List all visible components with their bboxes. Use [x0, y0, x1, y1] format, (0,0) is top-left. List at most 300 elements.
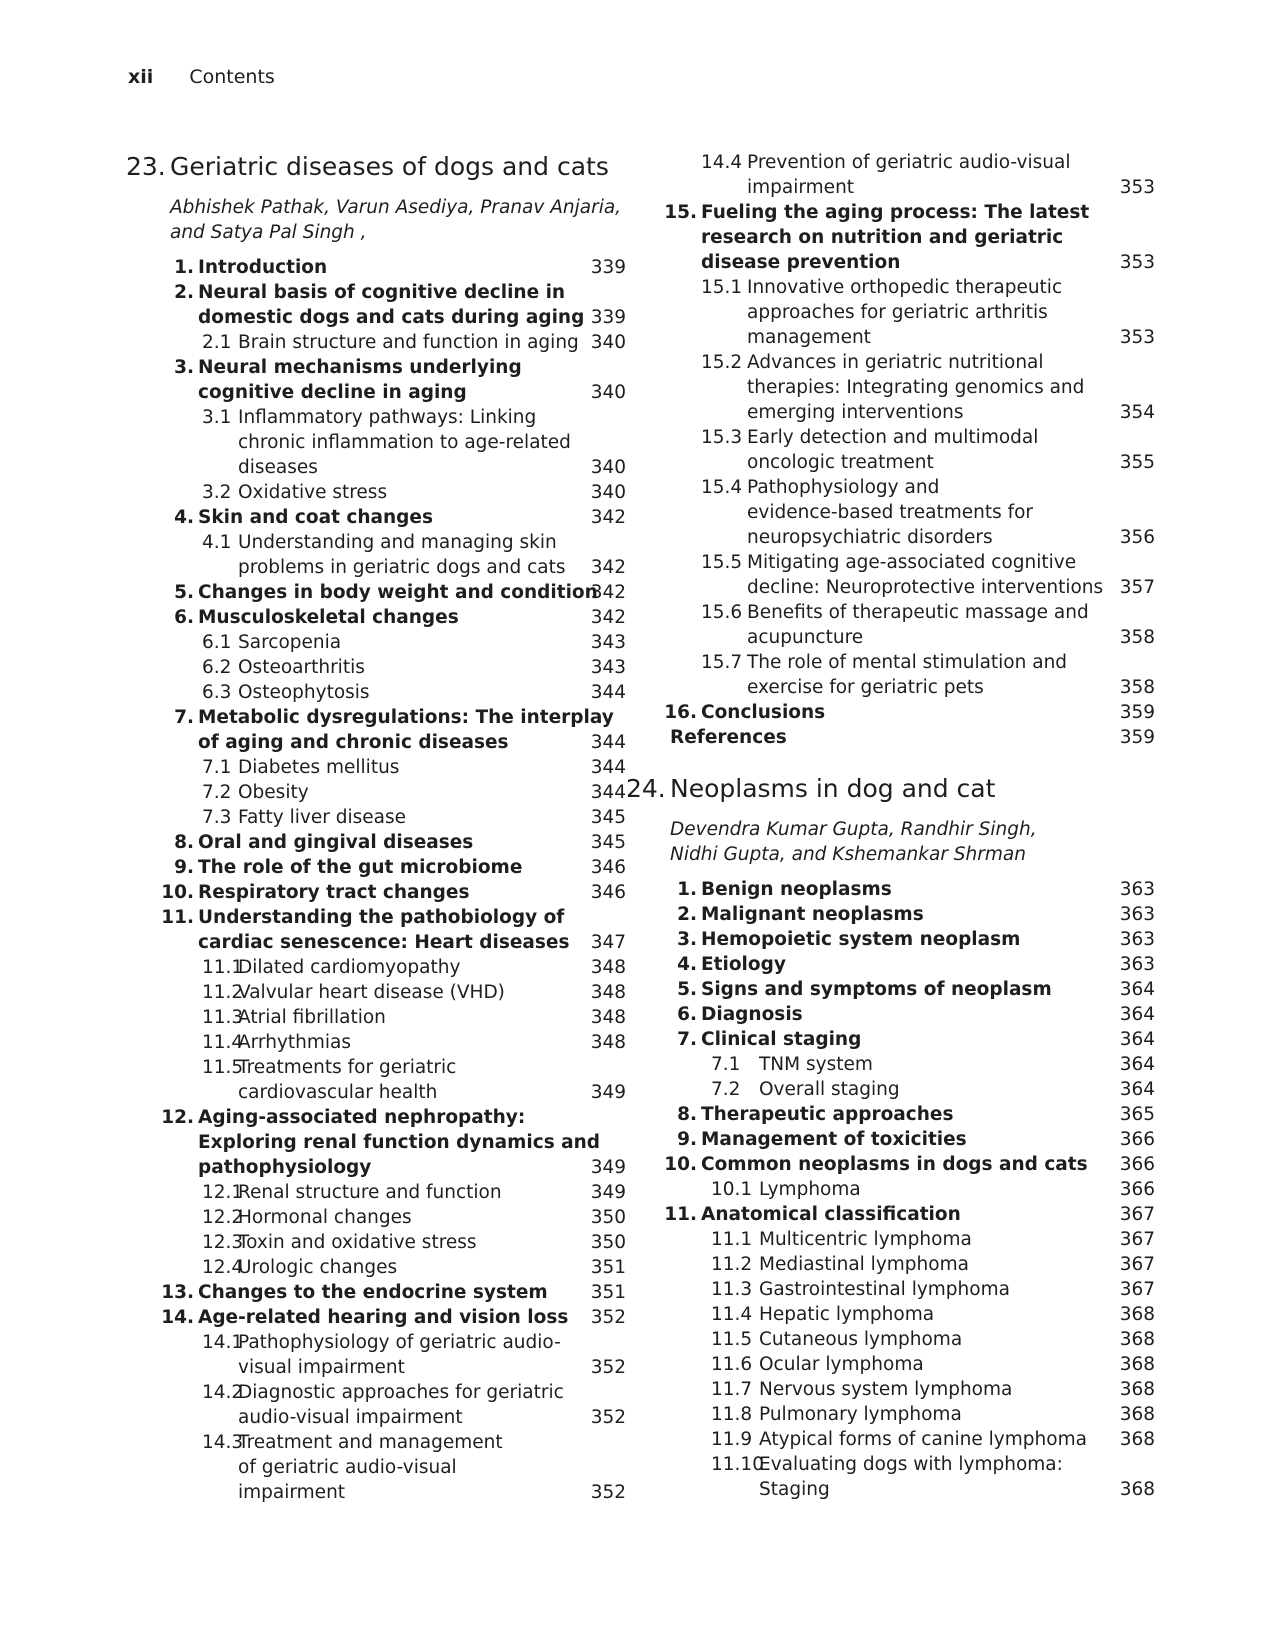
toc-entry-number: 6. — [677, 1004, 697, 1025]
toc-entry — [655, 475, 1155, 550]
toc-entry-page: 339 — [590, 307, 626, 328]
toc-entry — [126, 580, 626, 605]
toc-entry-title: Staging — [759, 1479, 830, 1500]
toc-entry — [655, 902, 1155, 927]
toc-entry — [655, 1227, 1155, 1252]
toc-entry-page: 340 — [590, 482, 626, 503]
toc-entry-title: impairment — [238, 1482, 346, 1503]
toc-entry-number: 11.10 — [711, 1454, 764, 1475]
toc-entry-page: 363 — [1119, 929, 1155, 950]
toc-entry — [126, 980, 626, 1005]
toc-entry-title: Overall staging — [759, 1079, 900, 1100]
toc-entry — [655, 1177, 1155, 1202]
toc-entry-number: 3. — [677, 929, 697, 950]
toc-entry-page: 368 — [1119, 1404, 1155, 1425]
toc-entry-page: 350 — [590, 1207, 626, 1228]
toc-entry — [655, 1402, 1155, 1427]
toc-entry-title: Pathophysiology and — [747, 477, 940, 498]
toc-entry-title: audio-visual impairment — [238, 1407, 463, 1428]
toc-entry-page: 355 — [1119, 452, 1155, 473]
toc-entry-page: 349 — [590, 1182, 626, 1203]
toc-entry — [655, 425, 1155, 475]
toc-entry-number: 5. — [174, 582, 194, 603]
toc-entry-title: Atypical forms of canine lymphoma — [759, 1429, 1087, 1450]
toc-entry — [126, 1380, 626, 1430]
toc-entry-title: Signs and symptoms of neoplasm — [701, 979, 1052, 1000]
toc-entry-page: 352 — [590, 1407, 626, 1428]
toc-entry — [126, 1230, 626, 1255]
toc-entry-number: 11. — [161, 907, 194, 928]
toc-entry-title: diseases — [238, 457, 318, 478]
toc-entry-page: 363 — [1119, 954, 1155, 975]
toc-list-continued — [655, 150, 1155, 750]
toc-entry-number: 6.3 — [202, 682, 232, 703]
toc-entry-number: 3.1 — [202, 407, 232, 428]
toc-entry-title: Hemopoietic system neoplasm — [701, 929, 1021, 950]
toc-entry-page: 353 — [1119, 252, 1155, 273]
toc-entry — [655, 600, 1155, 650]
toc-entry-number: 11.9 — [711, 1429, 753, 1450]
toc-entry-number: 15.2 — [701, 352, 743, 373]
toc-entry — [126, 755, 626, 780]
toc-entry — [126, 1280, 626, 1305]
toc-entry-title: Understanding the pathobiology of — [198, 907, 565, 928]
toc-entry-title: The role of the gut microbiome — [198, 857, 523, 878]
toc-entry-page: 353 — [1119, 177, 1155, 198]
toc-entry-page: 346 — [590, 882, 626, 903]
toc-entry-title: Oxidative stress — [238, 482, 388, 503]
toc-entry — [655, 350, 1155, 425]
toc-entry-page: 353 — [1119, 327, 1155, 348]
toc-entry-number: 3.2 — [202, 482, 232, 503]
toc-entry — [126, 780, 626, 805]
toc-entry-title: TNM system — [759, 1054, 873, 1075]
toc-entry-title: Changes in body weight and condition — [198, 582, 598, 603]
toc-entry-title: cardiovascular health — [238, 1082, 438, 1103]
toc-entry-title: Prevention of geriatric audio-visual — [747, 152, 1071, 173]
toc-entry-page: 368 — [1119, 1429, 1155, 1450]
toc-entry-number: 7.2 — [711, 1079, 741, 1100]
toc-entry-title: Introduction — [198, 257, 328, 278]
toc-entry-number: 11.1 — [711, 1229, 753, 1250]
toc-entry — [126, 355, 626, 405]
toc-entry-number: 14.2 — [202, 1382, 244, 1403]
toc-entry-title: Hepatic lymphoma — [759, 1304, 935, 1325]
toc-entry-page: 366 — [1119, 1179, 1155, 1200]
toc-entry-page: 367 — [1119, 1254, 1155, 1275]
toc-entry — [655, 1077, 1155, 1102]
toc-entry-title: Sarcopenia — [238, 632, 342, 653]
toc-entry — [126, 1030, 626, 1055]
toc-entry — [126, 855, 626, 880]
toc-entry-title: Benign neoplasms — [701, 879, 892, 900]
toc-entry — [655, 927, 1155, 952]
toc-entry-title: decline: Neuroprotective interventions — [747, 577, 1104, 598]
toc-entry-number: 2. — [677, 904, 697, 925]
toc-entry-page: 354 — [1119, 402, 1155, 423]
toc-entry — [655, 1302, 1155, 1327]
toc-entry-title: Gastrointestinal lymphoma — [759, 1279, 1010, 1300]
toc-entry-number: 16. — [664, 702, 697, 723]
toc-entry-number: 11.6 — [711, 1354, 753, 1375]
toc-entry-title: management — [747, 327, 871, 348]
author-line: Abhishek Pathak, Varun Asediya, Pranav Anjaria, — [170, 197, 622, 218]
toc-entry-number: 15.3 — [701, 427, 743, 448]
toc-entry-title: Inflammatory pathways: Linking — [238, 407, 537, 428]
toc-entry-number: 11.2 — [711, 1254, 753, 1275]
toc-entry-title: Valvular heart disease (VHD) — [238, 982, 505, 1003]
toc-entry-title: Obesity — [238, 782, 309, 803]
toc-entry-page: 352 — [590, 1357, 626, 1378]
toc-entry-title: Pulmonary lymphoma — [759, 1404, 962, 1425]
right-column — [626, 150, 1155, 1502]
toc-entry — [126, 630, 626, 655]
toc-entry-title: Mitigating age-associated cognitive — [747, 552, 1077, 573]
toc-list — [126, 255, 626, 1505]
toc-entry-number: 8. — [174, 832, 194, 853]
toc-entry — [126, 1180, 626, 1205]
toc-entry-number: 7.1 — [202, 757, 232, 778]
toc-entry-page: 359 — [1119, 727, 1155, 748]
toc-entry-number: 11.5 — [202, 1057, 244, 1078]
toc-entry-page: 342 — [590, 507, 626, 528]
toc-entry-page: 351 — [590, 1282, 626, 1303]
toc-entry — [655, 1202, 1155, 1227]
toc-entry-title: Fueling the aging process: The latest — [701, 202, 1090, 223]
toc-entry — [126, 480, 626, 505]
toc-entry-title: Mediastinal lymphoma — [759, 1254, 969, 1275]
toc-entry — [126, 1205, 626, 1230]
toc-entry — [655, 200, 1155, 275]
toc-entry — [126, 880, 626, 905]
toc-entry-number: 7. — [174, 707, 194, 728]
toc-entry-number: 14.3 — [202, 1432, 244, 1453]
toc-entry-number: 10.1 — [711, 1179, 753, 1200]
toc-entry — [126, 605, 626, 630]
toc-entry — [126, 1255, 626, 1280]
toc-entry — [126, 1330, 626, 1380]
toc-entry-title: Treatment and management — [238, 1432, 503, 1453]
toc-entry-title: Malignant neoplasms — [701, 904, 924, 925]
toc-entry — [655, 1102, 1155, 1127]
toc-entry-number: 11. — [664, 1204, 697, 1225]
toc-entry-page: 346 — [590, 857, 626, 878]
toc-entry — [655, 700, 1155, 725]
toc-entry — [126, 1055, 626, 1105]
toc-entry-title: The role of mental stimulation and — [747, 652, 1068, 673]
toc-entry-page: 348 — [590, 982, 626, 1003]
left-column — [126, 150, 626, 1505]
toc-entry-title: Anatomical classification — [701, 1204, 961, 1225]
toc-entry-page: 358 — [1119, 677, 1155, 698]
running-head — [128, 66, 275, 88]
toc-entry-title: chronic inflammation to age-related — [238, 432, 571, 453]
toc-entry-page: 345 — [590, 807, 626, 828]
toc-list — [655, 877, 1155, 1502]
toc-entry-number: 1. — [174, 257, 194, 278]
toc-entry-number: 15.1 — [701, 277, 743, 298]
toc-entry-title: pathophysiology — [198, 1157, 372, 1178]
toc-entry-number: 6.1 — [202, 632, 232, 653]
toc-entry-number: 12.1 — [202, 1182, 244, 1203]
chapter-title: Neoplasms in dog and cat — [670, 774, 996, 803]
toc-entry-title: of aging and chronic diseases — [198, 732, 509, 753]
toc-entry-number: 15.7 — [701, 652, 743, 673]
toc-entry-page: 350 — [590, 1232, 626, 1253]
toc-entry-title: Diagnosis — [701, 1004, 803, 1025]
toc-entry-title: Treatments for geriatric — [238, 1057, 457, 1078]
toc-entry — [655, 1127, 1155, 1152]
toc-entry-title: of geriatric audio-visual — [238, 1457, 457, 1478]
toc-entry-number: 11.8 — [711, 1404, 753, 1425]
toc-entry-title: Oral and gingival diseases — [198, 832, 474, 853]
toc-entry-number: 11.2 — [202, 982, 244, 1003]
chapter-heading — [626, 772, 1155, 806]
toc-entry-title: Lymphoma — [759, 1179, 861, 1200]
toc-entry-page: 364 — [1119, 1029, 1155, 1050]
toc-entry-title: Osteoarthritis — [238, 657, 365, 678]
toc-entry — [655, 1327, 1155, 1352]
toc-entry-title: Management of toxicities — [701, 1129, 967, 1150]
toc-entry-title: therapies: Integrating genomics and — [747, 377, 1085, 398]
toc-entry-number: 10. — [161, 882, 194, 903]
toc-entry-number: 11.3 — [202, 1007, 244, 1028]
toc-entry-page: 352 — [590, 1482, 626, 1503]
toc-entry — [655, 1152, 1155, 1177]
toc-entry-page: 368 — [1119, 1379, 1155, 1400]
toc-entry — [655, 1052, 1155, 1077]
toc-entry — [126, 255, 626, 280]
toc-entry-number: 2.1 — [202, 332, 232, 353]
toc-entry-page: 344 — [590, 732, 626, 753]
toc-entry-number: 14.1 — [202, 1332, 244, 1353]
toc-entry-title: Musculoskeletal changes — [198, 607, 459, 628]
toc-entry-title: evidence-based treatments for — [747, 502, 1034, 523]
toc-entry-page: 364 — [1119, 979, 1155, 1000]
toc-entry-page: 368 — [1119, 1304, 1155, 1325]
toc-entry-page: 345 — [590, 832, 626, 853]
toc-entry-number: 3. — [174, 357, 194, 378]
toc-entry-title: Changes to the endocrine system — [198, 1282, 548, 1303]
toc-entry-number: 15.6 — [701, 602, 743, 623]
toc-entry-title: visual impairment — [238, 1357, 405, 1378]
toc-entry-page: 366 — [1119, 1129, 1155, 1150]
toc-entry-number: 9. — [677, 1129, 697, 1150]
toc-entry-number: 7.3 — [202, 807, 232, 828]
toc-entry-page: 348 — [590, 957, 626, 978]
toc-entry — [126, 705, 626, 755]
toc-entry-title: cardiac senescence: Heart diseases — [198, 932, 570, 953]
toc-entry-page: 344 — [590, 782, 626, 803]
toc-entry-number: 12.2 — [202, 1207, 244, 1228]
toc-entry — [126, 1105, 626, 1180]
toc-entry-title: References — [670, 727, 787, 748]
toc-entry — [126, 330, 626, 355]
toc-entry — [655, 1027, 1155, 1052]
toc-entry-number: 11.7 — [711, 1379, 753, 1400]
toc-entry-page: 342 — [590, 607, 626, 628]
running-title: Contents — [189, 66, 275, 88]
toc-entry-page: 344 — [590, 757, 626, 778]
toc-entry-page: 357 — [1119, 577, 1155, 598]
author-line: Nidhi Gupta, and Kshemankar Shrman — [670, 844, 1026, 865]
toc-entry-title: Urologic changes — [238, 1257, 398, 1278]
toc-entry-title: Common neoplasms in dogs and cats — [701, 1154, 1088, 1175]
toc-entry-title: Brain structure and function in aging — [238, 332, 579, 353]
toc-entry-number: 14. — [161, 1307, 194, 1328]
toc-entry — [655, 1252, 1155, 1277]
toc-entry-page: 347 — [590, 932, 626, 953]
toc-entry-page: 367 — [1119, 1279, 1155, 1300]
toc-entry-number: 11.4 — [202, 1032, 244, 1053]
toc-entry-page: 340 — [590, 382, 626, 403]
toc-entry — [655, 977, 1155, 1002]
toc-entry — [655, 1377, 1155, 1402]
toc-entry-title: Pathophysiology of geriatric audio- — [238, 1332, 561, 1353]
toc-entry-page: 340 — [590, 332, 626, 353]
toc-entry-title: approaches for geriatric arthritis — [747, 302, 1048, 323]
toc-entry-page: 352 — [590, 1307, 626, 1328]
toc-entry — [655, 1002, 1155, 1027]
toc-entry-title: Neural mechanisms underlying — [198, 357, 522, 378]
toc-entry-title: disease prevention — [701, 252, 901, 273]
toc-entry-title: research on nutrition and geriatric — [701, 227, 1064, 248]
toc-entry-number: 4. — [174, 507, 194, 528]
toc-entry-number: 2. — [174, 282, 194, 303]
toc-entry-title: Benefits of therapeutic massage and — [747, 602, 1089, 623]
toc-entry — [126, 830, 626, 855]
toc-entry-title: Metabolic dysregulations: The interplay — [198, 707, 614, 728]
toc-entry-page: 339 — [590, 257, 626, 278]
toc-entry-title: Multicentric lymphoma — [759, 1229, 972, 1250]
toc-entry — [655, 650, 1155, 700]
toc-entry-page: 367 — [1119, 1229, 1155, 1250]
toc-entry-title: Early detection and multimodal — [747, 427, 1039, 448]
chapter-authors — [170, 195, 626, 245]
toc-entry — [126, 955, 626, 980]
toc-entry-number: 11.5 — [711, 1329, 753, 1350]
toc-entry — [655, 1277, 1155, 1302]
toc-entry-page: 344 — [590, 682, 626, 703]
toc-entry-title: Hormonal changes — [238, 1207, 412, 1228]
toc-entry-number: 11.3 — [711, 1279, 753, 1300]
toc-entry-page: 343 — [590, 632, 626, 653]
toc-entry — [655, 725, 1155, 750]
toc-entry-number: 12.4 — [202, 1257, 244, 1278]
toc-entry-title: Exploring renal function dynamics and — [198, 1132, 601, 1153]
toc-entry-title: Aging-associated nephropathy: — [198, 1107, 526, 1128]
toc-entry-title: Diabetes mellitus — [238, 757, 400, 778]
author-line: Devendra Kumar Gupta, Randhir Singh, — [670, 819, 1037, 840]
toc-entry — [126, 1005, 626, 1030]
toc-entry — [655, 1352, 1155, 1377]
toc-entry-title: Diagnostic approaches for geriatric — [238, 1382, 564, 1403]
toc-entry-title: Renal structure and function — [238, 1182, 502, 1203]
toc-entry — [655, 275, 1155, 350]
toc-entry — [655, 550, 1155, 600]
toc-entry-page: 363 — [1119, 904, 1155, 925]
toc-entry — [655, 952, 1155, 977]
toc-entry-title: Innovative orthopedic therapeutic — [747, 277, 1063, 298]
toc-entry-page: 364 — [1119, 1079, 1155, 1100]
toc-entry — [126, 505, 626, 530]
toc-entry-number: 7.1 — [711, 1054, 741, 1075]
toc-entry-page: 349 — [590, 1157, 626, 1178]
toc-entry-page: 368 — [1119, 1329, 1155, 1350]
toc-entry-number: 15.4 — [701, 477, 743, 498]
toc-entry-title: Cutaneous lymphoma — [759, 1329, 963, 1350]
chapter-number: 24. — [626, 774, 666, 803]
toc-entry-page: 359 — [1119, 702, 1155, 723]
chapter-title: Geriatric diseases of dogs and cats — [170, 152, 609, 181]
toc-entry-number: 7.2 — [202, 782, 232, 803]
toc-entry-page: 368 — [1119, 1479, 1155, 1500]
toc-entry-number: 15. — [664, 202, 697, 223]
toc-entry — [126, 405, 626, 480]
toc-entry-title: Toxin and oxidative stress — [238, 1232, 477, 1253]
toc-entry-title: Clinical staging — [701, 1029, 862, 1050]
toc-entry-title: problems in geriatric dogs and cats — [238, 557, 566, 578]
toc-entry-number: 11.4 — [711, 1304, 753, 1325]
toc-entry-title: Age-related hearing and vision loss — [198, 1307, 569, 1328]
toc-entry-title: domestic dogs and cats during aging — [198, 307, 585, 328]
toc-entry-number: 12.3 — [202, 1232, 244, 1253]
toc-entry-title: Dilated cardiomyopathy — [238, 957, 461, 978]
toc-entry-title: Advances in geriatric nutritional — [747, 352, 1044, 373]
toc-entry-title: Nervous system lymphoma — [759, 1379, 1013, 1400]
toc-entry-title: impairment — [747, 177, 855, 198]
toc-entry — [655, 877, 1155, 902]
author-line: and Satya Pal Singh , — [170, 222, 367, 243]
toc-entry-number: 4.1 — [202, 532, 232, 553]
toc-entry-page: 364 — [1119, 1004, 1155, 1025]
toc-entry-title: Atrial fibrillation — [238, 1007, 386, 1028]
toc-entry-page: 349 — [590, 1082, 626, 1103]
toc-entry — [126, 805, 626, 830]
toc-entry-title: neuropsychiatric disorders — [747, 527, 993, 548]
page-number: xii — [128, 66, 154, 88]
toc-entry-number: 10. — [664, 1154, 697, 1175]
toc-entry-number: 6.2 — [202, 657, 232, 678]
toc-entry-title: acupuncture — [747, 627, 864, 648]
toc-entry-page: 356 — [1119, 527, 1155, 548]
toc-entry-title: Understanding and managing skin — [238, 532, 557, 553]
toc-entry — [126, 1305, 626, 1330]
toc-entry-number: 1. — [677, 879, 697, 900]
toc-entry-page: 368 — [1119, 1354, 1155, 1375]
toc-entry-number: 11.1 — [202, 957, 244, 978]
toc-entry-page: 364 — [1119, 1054, 1155, 1075]
toc-entry — [126, 530, 626, 580]
toc-entry-title: emerging interventions — [747, 402, 964, 423]
toc-entry-title: Arrhythmias — [238, 1032, 352, 1053]
toc-entry-title: oncologic treatment — [747, 452, 934, 473]
toc-entry-page: 348 — [590, 1032, 626, 1053]
toc-entry — [655, 150, 1155, 200]
toc-entry-title: Respiratory tract changes — [198, 882, 470, 903]
toc-entry-number: 5. — [677, 979, 697, 1000]
toc-entry-page: 351 — [590, 1257, 626, 1278]
toc-entry-title: Etiology — [701, 954, 786, 975]
toc-entry-title: exercise for geriatric pets — [747, 677, 984, 698]
toc-entry-page: 342 — [590, 557, 626, 578]
toc-entry — [126, 905, 626, 955]
toc-entry-title: Conclusions — [701, 702, 826, 723]
toc-entry-number: 8. — [677, 1104, 697, 1125]
toc-entry-number: 7. — [677, 1029, 697, 1050]
toc-entry — [126, 280, 626, 330]
toc-entry-page: 365 — [1119, 1104, 1155, 1125]
